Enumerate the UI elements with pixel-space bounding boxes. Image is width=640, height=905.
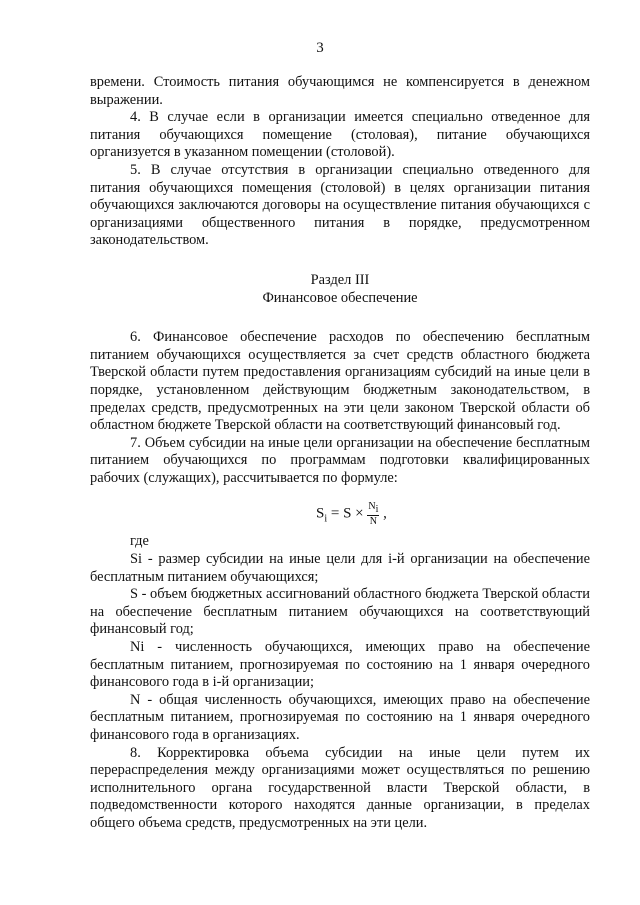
formula-fraction (367, 501, 379, 527)
page-number: 3 (316, 40, 324, 56)
formula-lhs: S (316, 505, 325, 522)
definition-si: Si - размер субсидии на иные цели для i-й организации на обеспечение бесплатным питанием обучающихся; (90, 551, 590, 585)
document-body (90, 74, 590, 833)
paragraph-8: 8. Корректировка объема субсидии на иные цели путем их перераспределения между организациями может осуществляться по решению исполнительного органа государственной власти Тверской области, в подведомственности которого находятся данные организации, в пределах общего объема средств, предусмотренных на эти цели. (90, 744, 590, 831)
spacer (90, 307, 590, 329)
section-heading: Раздел III (310, 271, 370, 288)
formula-tail: , (383, 505, 387, 522)
where-label: где (130, 533, 149, 550)
definition-s: S - объем бюджетных ассигнований областного бюджета Тверской области на обеспечение бесплатным питанием обучающихся на соответствующий финансовый год; (90, 586, 590, 638)
definition-n: N - общая численность обучающихся, имеющих право на обеспечение бесплатным питанием, прогнозируемая по состоянию на 1 января очередного финансового года в организациях. (90, 691, 590, 743)
formula-denominator: N (369, 516, 378, 528)
spacer (90, 250, 590, 272)
paragraph-continuation: времени. Стоимость питания обучающимся не компенсируется в денежном выражении. (90, 74, 590, 108)
formula (90, 501, 590, 527)
paragraph-5: 5. В случае отсутствия в организации специально отведенного для питания обучающихся помещения (столовой) в целях организации питания обучающихся заключаются договоры на осуществление питания обучающихся с организациями общественного питания в порядке, предусмотренном законодательством. (90, 161, 590, 249)
paragraph-6: 6. Финансовое обеспечение расходов по обеспечению бесплатным питанием обучающихся осуществляется за счет средств областного бюджета Тверской области путем предоставления организациям субсидий на иные цели в порядке, установленном действующим бюджетным законодательством, в пределах средств, предусмотренных на эти цели законом Тверской области об областном бюджете Тверской области на соответствующий финансовый год. (90, 329, 590, 434)
section-title: Финансовое обеспечение (262, 289, 418, 306)
formula-lhs-subscript: i (324, 513, 328, 525)
paragraph-7: 7. Объем субсидии на иные цели организации на обеспечение бесплатным питанием обучающихся по программам подготовки квалифицированных рабочих (служащих), рассчитывается по формуле: (90, 434, 590, 486)
formula-numerator: $N_i$ (368, 501, 379, 516)
paragraph-4: 4. В случае если в организации имеется специально отведенное для питания обучающихся помещение (столовая), питание обучающихся организуется в указанном помещении (столовой). (90, 109, 590, 161)
definition-ni: Ni - численность обучающихся, имеющих право на обеспечение бесплатным питанием, прогнозируемая по состоянию на 1 января очередного финансового года в i-й организации; (90, 639, 590, 691)
formula-equals: = S × (330, 505, 364, 522)
